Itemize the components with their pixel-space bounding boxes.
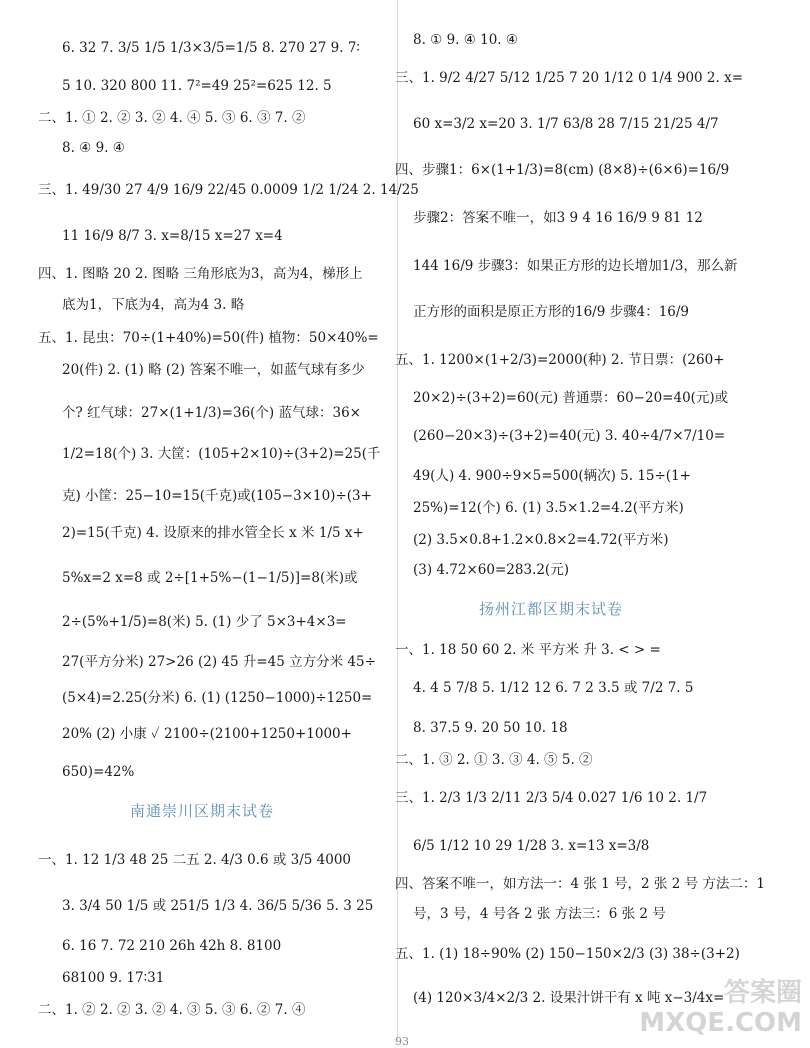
answer-line: 144 16/9 步骤3：如果正方形的边长增加1/3，那么新: [413, 258, 738, 274]
answer-line: 底为1，下底为4，高为4 3. 略: [62, 297, 245, 313]
answer-line: 68100 9. 17∶31: [62, 970, 165, 986]
answer-line: 四、答案不唯一，如方法一：4 张 1 号，2 张 2 号 方法二：1: [395, 876, 765, 892]
answer-line: 个? 红气球：27×(1+1/3)=36(个) 蓝气球：36×: [62, 405, 361, 421]
answer-line: 步骤2：答案不唯一，如3 9 4 16 16/9 9 81 12: [413, 210, 703, 226]
answer-line: 二、1. ① 2. ② 3. ② 4. ④ 5. ③ 6. ③ 7. ②: [38, 110, 306, 126]
answer-line: 克) 小筐：25−10=15(千克)或(105−3×10)÷(3+: [62, 488, 372, 504]
answer-line: 3. 3/4 50 1/5 或 251/5 1/3 4. 36/5 5/36 5. 3 25: [62, 898, 374, 914]
answer-line: 一、1. 18 50 60 2. 米 平方米 升 3. < > =: [395, 642, 661, 658]
answer-line: 49(人) 4. 900÷9×5=500(辆次) 5. 15÷(1+: [413, 468, 691, 484]
answer-line: 二、1. ③ 2. ① 3. ③ 4. ⑤ 5. ②: [395, 752, 593, 768]
answer-line: 正方形的面积是原正方形的16/9 步骤4：16/9: [413, 304, 690, 320]
page-number: 93: [395, 1035, 409, 1048]
answer-line: 号，3 号，4 号各 2 张 方法三：6 张 2 号: [413, 906, 666, 922]
answer-line: 11 16/9 8/7 3. x=8/15 x=27 x=4: [62, 228, 283, 244]
answer-line: 三、1. 9/2 4/27 5/12 1/25 7 20 1/12 0 1/4 900 2. x=: [395, 70, 744, 86]
watermark-text: 答案圈: [723, 978, 802, 1008]
answer-line: 四、步骤1：6×(1+1/3)=8(cm) (8×8)÷(6×6)=16/9: [395, 162, 730, 178]
answer-line: 6/5 1/12 10 29 1/28 3. x=13 x=3/8: [413, 838, 650, 854]
answer-line: (4) 120×3/4×2/3 2. 设果汁饼干有 x 吨 x−3/4x=: [413, 990, 725, 1006]
section-title: 南通崇川区期末试卷: [130, 802, 275, 820]
answer-line: 8. ④ 9. ④: [62, 140, 125, 156]
answer-line: 五、1. 1200×(1+2/3)=2000(种) 2. 节日票：(260+: [395, 352, 725, 368]
answer-line: 650)=42%: [62, 764, 135, 780]
answer-line: 二、1. ② 2. ② 3. ② 4. ③ 5. ③ 6. ② 7. ④: [38, 1002, 306, 1018]
answer-line: 一、1. 12 1/3 48 25 二五 2. 4/3 0.6 或 3/5 4000: [38, 852, 352, 868]
answer-line: (3) 4.72×60=283.2(元): [413, 562, 569, 578]
watermark-logo: [639, 978, 802, 1038]
section-title: 扬州江都区期末试卷: [479, 600, 624, 618]
answer-line: 20% (2) 小康 ✓ 2100÷(2100+1250+1000+: [62, 726, 352, 742]
answer-line: 8. 37.5 9. 20 50 10. 18: [413, 720, 568, 736]
answer-line: 8. ① 9. ④ 10. ④: [413, 32, 518, 48]
answer-line: (260−20×3)÷(3+2)=40(元) 3. 40÷4/7×7/10=: [413, 428, 726, 444]
answer-line: 三、1. 49/30 27 4/9 16/9 22/45 0.0009 1/2 1/24 2. 14/25: [38, 182, 419, 198]
answer-line: 5%x=2 x=8 或 2÷[1+5%−(1−1/5)]=8(米)或: [62, 570, 358, 586]
answer-line: 五、1. 昆虫：70÷(1+40%)=50(件) 植物：50×40%=: [38, 330, 379, 346]
answer-line: 2÷(5%+1/5)=8(米) 5. (1) 少了 5×3+4×3=: [62, 614, 347, 630]
answer-line: 五、1. (1) 18÷90% (2) 150−150×2/3 (3) 38÷(3+2): [395, 946, 740, 962]
answer-line: 1/2=18(个) 3. 大筐：(105+2×10)÷(3+2)=25(千: [62, 446, 381, 462]
answer-line: 5 10. 320 800 11. 7²=49 25²=625 12. 5: [62, 78, 332, 94]
answer-line: 60 x=3/2 x=20 3. 1/7 63/8 28 7/15 21/25 4/7: [413, 116, 719, 132]
answer-line: (2) 3.5×0.8+1.2×0.8×2=4.72(平方米): [413, 532, 669, 548]
answer-line: 6. 16 7. 72 210 26h 42h 8. 8100: [62, 938, 282, 954]
answer-line: 20(件) 2. (1) 略 (2) 答案不唯一，如蓝气球有多少: [62, 362, 365, 378]
answer-line: 4. 4 5 7/8 5. 1/12 12 6. 7 2 3.5 或 7/2 7. 5: [413, 680, 694, 696]
answer-line: (5×4)=2.25(分米) 6. (1) (1250−1000)÷1250=: [62, 690, 373, 706]
answer-line: 20×2)÷(3+2)=60(元) 普通票：60−20=40(元)或: [413, 390, 729, 406]
answer-line: 四、1. 图略 20 2. 图略 三角形底为3，高为4，梯形上: [38, 266, 363, 282]
answer-line: 三、1. 2/3 1/3 2/11 2/3 5/4 0.027 1/6 10 2. 1/7: [395, 790, 708, 806]
answer-line: 27(平方分米) 27>26 (2) 45 升=45 立方分米 45÷: [62, 654, 376, 670]
answer-line: 25%)=12(个) 6. (1) 3.5×1.2=4.2(平方米): [413, 500, 684, 516]
answer-line: 6. 32 7. 3/5 1/5 1/3×3/5=1/5 8. 270 27 9. 7∶: [62, 40, 360, 56]
answer-line: 2)=15(千克) 4. 设原来的排水管全长 x 米 1/5 x+: [62, 525, 364, 541]
watermark-url: MXQE.COM: [639, 1008, 802, 1038]
